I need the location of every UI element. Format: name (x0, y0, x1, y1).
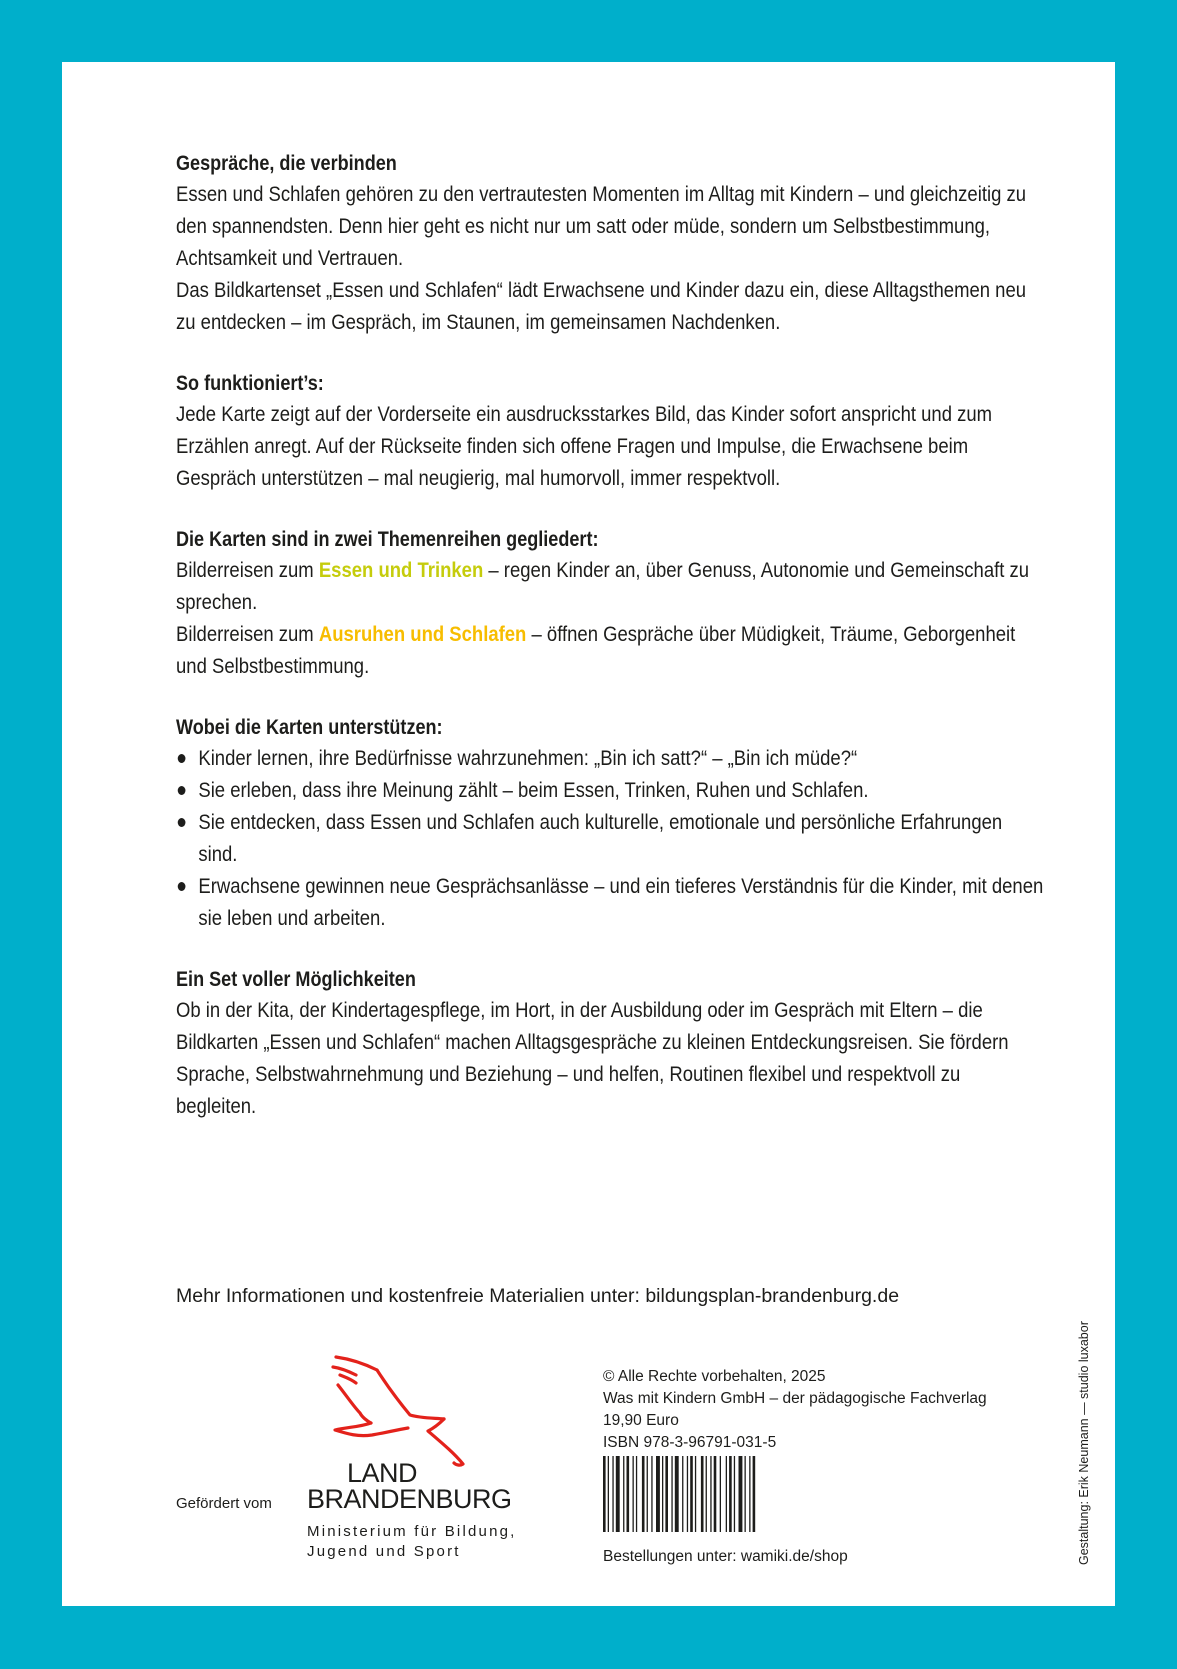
barcode-bar (608, 1456, 609, 1532)
ministry-line: Jugend und Sport (307, 1543, 461, 1560)
ministry-name (307, 1522, 517, 1562)
section-possibilities (176, 966, 1045, 1122)
barcode (603, 1456, 773, 1532)
bullet-text: Erwachsene gewinnen neue Gesprächsanlässe – und ein tieferes Verständnis für die Kinder, mit denen sie leben und arbeiten. (198, 874, 1044, 930)
paragraph: Das Bildkartenset „Essen und Schlafen“ lädt Erwachsene und Kinder dazu ein, diese Alltagsthemen neu zu entdecken – im Gespräch, im Staunen, im gemeinsamen Nachdenken. (176, 278, 1027, 334)
bullet-text: Sie entdecken, dass Essen und Schlafen auch kulturelle, emotionale und persönliche Erfahrungen sind. (198, 810, 1003, 866)
barcode-bar (695, 1456, 696, 1532)
series-suffix: – öffnen Gespräche über Müdigkeit, Träume, Geborgenheit und Selbstbestimmung. (176, 622, 1016, 678)
barcode-bar (745, 1456, 746, 1532)
barcode-bar (749, 1456, 750, 1532)
barcode-bar (627, 1456, 630, 1532)
barcode-bar (642, 1456, 645, 1532)
barcode-bar (682, 1456, 683, 1532)
barcode-bar (633, 1456, 634, 1532)
bullet-item (176, 742, 1045, 774)
series-highlight-eating: Essen und Trinken (318, 558, 484, 582)
more-info-link-text: Mehr Informationen und kostenfreie Materialien unter: bildungsplan-brandenburg.de (176, 1285, 900, 1307)
series-prefix: Bilderreisen zum (176, 558, 319, 582)
section-how-it-works (176, 370, 1045, 494)
barcode-bar (710, 1456, 711, 1532)
section-heading: So funktioniert’s: (176, 372, 324, 395)
barcode-bar (753, 1456, 756, 1532)
order-info: Bestellungen unter: wamiki.de/shop (603, 1548, 848, 1565)
barcode-bar (665, 1456, 668, 1532)
bullet-text: Kinder lernen, ihre Bedürfnisse wahrzunehmen: „Bin ich satt?“ – „Bin ich müde?“ (198, 746, 858, 770)
series-suffix: – regen Kinder an, über Genuss, Autonomie und Gemeinschaft zu sprechen. (176, 558, 1030, 614)
barcode-bar (720, 1456, 721, 1532)
section-series (176, 526, 1045, 682)
funded-by-label: Gefördert vom (176, 1495, 272, 1512)
copyright: © Alle Rechte vorbehalten, 2025 (603, 1368, 826, 1385)
bullet-icon (178, 754, 186, 763)
barcode-bar (729, 1456, 732, 1532)
logo-text-brandenburg: BRANDENBURG (307, 1484, 512, 1514)
barcode-bar (647, 1456, 648, 1532)
bullet-item (176, 806, 1045, 870)
paragraph: Essen und Schlafen gehören zu den vertrautesten Momenten im Alltag mit Kindern – und gleichzeitig zu den spannendsten. Denn hier geht es nicht nur um satt oder müde, sondern um Selbstbestimmung, Achtsamkeit und Vertrauen. (176, 182, 1027, 270)
barcode-bar (701, 1456, 704, 1532)
bullet-icon (178, 818, 186, 827)
isbn: ISBN 978-3-96791-031-5 (603, 1434, 777, 1451)
text-block (176, 150, 1045, 1122)
barcode-bar (603, 1456, 606, 1532)
design-credit: Gestaltung: Erik Neumann — studio luxabor (1077, 1321, 1091, 1565)
section-support (176, 714, 1045, 934)
bullet-item (176, 774, 1045, 806)
main-content (176, 150, 1056, 1154)
eagle-icon (320, 1355, 520, 1470)
barcode-bar (690, 1456, 693, 1532)
barcode-bar (623, 1456, 624, 1532)
barcode-bar (739, 1456, 743, 1532)
barcode-bar (651, 1456, 652, 1532)
ministry-line: Ministerium für Bildung, (307, 1523, 517, 1540)
section-heading: Gespräche, die verbinden (176, 152, 397, 175)
bullet-icon (178, 786, 186, 795)
bullet-icon (178, 882, 186, 891)
section-heading: Ein Set voller Möglichkeiten (176, 968, 416, 991)
series-item-sleeping (176, 618, 1045, 682)
price: 19,90 Euro (603, 1412, 679, 1429)
section-conversations (176, 150, 1045, 338)
publisher-info (603, 1366, 987, 1454)
publisher-name: Was mit Kindern GmbH – der pädagogische Fachverlag (603, 1390, 987, 1407)
barcode-bar (687, 1456, 688, 1532)
barcode-bar (714, 1456, 717, 1532)
barcode-bar (616, 1456, 620, 1532)
logo-text-land: LAND (347, 1458, 418, 1488)
bullet-item (176, 870, 1045, 934)
section-heading: Wobei die Karten unterstützen: (176, 716, 443, 739)
bullet-list (176, 742, 1045, 934)
barcode-bar (706, 1456, 707, 1532)
series-item-eating (176, 554, 1045, 618)
series-prefix: Bilderreisen zum (176, 622, 319, 646)
barcode-bar (612, 1456, 613, 1532)
barcode-bar (636, 1456, 637, 1532)
bullet-text: Sie erleben, dass ihre Meinung zählt – beim Essen, Trinken, Ruhen und Schlafen. (198, 778, 869, 802)
paragraph: Jede Karte zeigt auf der Vorderseite ein ausdrucksstarkes Bild, das Kinder sofort anspricht und zum Erzählen anregt. Auf der Rückseite finden sich offene Fragen und Impulse, die Erwachsene beim Gespräch unterstützen – mal neugierig, mal humorvoll, immer respektvoll. (176, 402, 993, 490)
barcode-bar (656, 1456, 660, 1532)
barcode-bar (734, 1456, 735, 1532)
barcode-bar (726, 1456, 727, 1532)
series-highlight-sleeping: Ausruhen und Schlafen (318, 622, 527, 646)
land-brandenburg-logo (300, 1355, 540, 1565)
barcode-bar (662, 1456, 663, 1532)
paragraph: Ob in der Kita, der Kindertagespflege, im Hort, in der Ausbildung oder im Gespräch mit Eltern – die Bildkarten „Essen und Schlafen“ machen Alltagsgespräche zu kleinen Entdeckungsreisen. Sie fördern Sprache, Selbstwahrnehmung und Beziehung – und helfen, Routinen flexibel und respektvoll zu begleiten. (176, 998, 1009, 1118)
barcode-bar (671, 1456, 672, 1532)
section-heading: Die Karten sind in zwei Themenreihen gegliedert: (176, 528, 599, 551)
barcode-bar (675, 1456, 679, 1532)
